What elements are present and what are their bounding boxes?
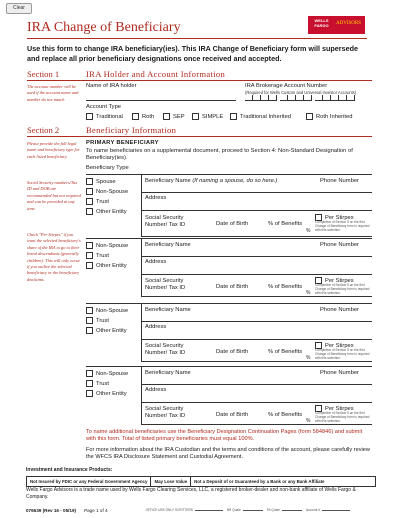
beneficiary-2-name-label: Beneficiary Name xyxy=(145,242,191,248)
roth-inherited-checkbox[interactable] xyxy=(306,113,313,120)
other-entity-checkbox[interactable] xyxy=(86,390,93,397)
notice-not-deposit: Not a Deposit of or Guaranteed by a Bank or any Bank Affiliate xyxy=(194,479,325,484)
beneficiary-4-dob-label: Date of Birth xyxy=(216,412,249,418)
beneficiary-block-4 xyxy=(86,366,372,424)
beneficiary-1-name-field[interactable] xyxy=(141,192,372,193)
beneficiary-4-ssn-label: Social Security Number/ Tax ID xyxy=(145,406,186,419)
beneficiary-1-trust[interactable]: Trust xyxy=(86,198,109,205)
account-type-label: Account Type xyxy=(86,104,122,110)
section1-side-note: The account number will be used if the account name and number do not match xyxy=(27,84,79,102)
br-field[interactable] xyxy=(243,510,263,511)
section2-title: Beneficiary Information xyxy=(86,125,177,135)
beneficiary-block-3 xyxy=(86,303,372,361)
beneficiary-1-other-entity[interactable]: Other Entity xyxy=(86,208,127,215)
fa-field[interactable] xyxy=(282,510,302,511)
traditional-inherited-checkbox[interactable] xyxy=(230,113,237,120)
beneficiary-3-ssn-label: Social Security Number/ Tax ID xyxy=(145,343,186,356)
beneficiary-3-per-stirpes[interactable]: Per Stirpes xyxy=(315,342,354,349)
beneficiary-1-ssn-field[interactable] xyxy=(141,236,372,237)
beneficiary-2-pct-label: % of Benefits xyxy=(268,284,303,290)
beneficiary-1-per-stirpes-note: Completion of Section 5 on the first Change of Beneficiary form is required with this selection. xyxy=(315,220,370,232)
primary-beneficiary-instructions: To name beneficiaries on a supplemental document, proceed to Section 4: Non-Standard Designation of Beneficiary(ies). xyxy=(86,148,353,161)
beneficiary-1-ssn-label: Social Security Number/ Tax ID xyxy=(145,215,186,228)
beneficiary-4-name-label: Beneficiary Name xyxy=(145,370,191,376)
beneficiary-1-dob-label: Date of Birth xyxy=(216,221,249,227)
beneficiary-1-pct-symbol: % xyxy=(306,228,311,234)
logo-advisors: ADVISORS xyxy=(336,21,362,26)
account-label: Account # xyxy=(305,508,321,512)
other-entity-checkbox[interactable] xyxy=(86,262,93,269)
beneficiary-4-address-field[interactable] xyxy=(141,402,372,403)
beneficiary-2-address-label: Address xyxy=(145,259,167,265)
beneficiary-3-address-field[interactable] xyxy=(141,339,372,340)
beneficiary-4-trust[interactable]: Trust xyxy=(86,380,109,387)
br-label: BR Quale xyxy=(226,508,241,512)
beneficiary-3-address-label: Address xyxy=(145,324,167,330)
beneficiary-2-per-stirpes-note: Completion of Section 5 on the first Change of Beneficiary form is required with this selection. xyxy=(315,283,370,295)
custodian-info-note: For more information about the IRA Custodian and the terms and conditions of the account, please carefully review the WFCS IRA Disclosure Statement and Custodial Agreement. xyxy=(86,447,370,460)
beneficiary-2-dob-label: Date of Birth xyxy=(216,284,249,290)
beneficiary-4-per-stirpes-note: Completion of Section 5 on the first Change of Beneficiary form is required with this selection. xyxy=(315,411,370,423)
beneficiary-4-name-field[interactable] xyxy=(141,384,372,385)
other-entity-checkbox[interactable] xyxy=(86,327,93,334)
intro-text: Use this form to change IRA beneficiary(ies). This IRA Change of Beneficiary form will supersede and replace all prior beneficiary designations once received and accepted. xyxy=(27,44,358,63)
beneficiary-2-non-spouse[interactable]: Non-Spouse xyxy=(86,242,128,249)
beneficiary-4-ssn-field[interactable] xyxy=(141,424,372,425)
beneficiary-block-2 xyxy=(86,238,372,296)
beneficiary-3-name-field[interactable] xyxy=(141,321,372,322)
beneficiary-2-address-field[interactable] xyxy=(141,274,372,275)
beneficiary-type-label: Beneficiary Type xyxy=(86,165,129,171)
account-field[interactable] xyxy=(322,510,350,511)
investment-products-heading: Investment and Insurance Products: xyxy=(26,467,113,473)
primary-beneficiary-heading: PRIMARY BENEFICIARY xyxy=(86,140,159,146)
section2-number: Section 2 xyxy=(27,125,60,135)
beneficiary-4-phone-label: Phone Number xyxy=(320,370,359,376)
beneficiary-1-address-field[interactable] xyxy=(141,210,372,211)
beneficiary-2-per-stirpes[interactable]: Per Stirpes xyxy=(315,277,354,284)
fa-label: FA Quale xyxy=(266,508,280,512)
non-spouse-checkbox[interactable] xyxy=(86,188,93,195)
office-use-label: OFFICE USE ONLY SCRITTERS xyxy=(145,508,193,512)
office-use-field[interactable] xyxy=(195,510,223,511)
simple-checkbox[interactable] xyxy=(192,113,199,120)
section2-side-note-ssn: Social Security numbers/Tax ID and DOB are recommended but not required and can be provided at any time. xyxy=(27,180,81,211)
account-type-traditional-inherited[interactable]: Traditional Inherited xyxy=(230,113,291,120)
account-type-roth[interactable]: Roth xyxy=(132,113,154,120)
beneficiary-4-address-label: Address xyxy=(145,387,167,393)
beneficiary-2-ssn-label: Social Security Number/ Tax ID xyxy=(145,278,186,291)
beneficiary-3-per-stirpes-note: Completion of Section 5 on the first Change of Beneficiary form is required with this selection. xyxy=(315,348,370,360)
account-type-simple[interactable]: SIMPLE xyxy=(192,113,223,120)
sep-checkbox[interactable] xyxy=(163,113,170,120)
trust-checkbox[interactable] xyxy=(86,380,93,387)
beneficiary-3-phone-label: Phone Number xyxy=(320,307,359,313)
trust-checkbox[interactable] xyxy=(86,198,93,205)
beneficiary-4-non-spouse[interactable]: Non-Spouse xyxy=(86,370,128,377)
traditional-checkbox[interactable] xyxy=(86,113,93,120)
beneficiary-1-phone-label: Phone Number xyxy=(320,178,359,184)
notice-may-lose-value: May Lose Value xyxy=(151,477,191,486)
notice-not-fdic: Not Insured by FDIC or any Federal Government Agency xyxy=(27,477,151,486)
ira-holder-name-label: Name of IRA holder xyxy=(86,83,137,89)
trust-checkbox[interactable] xyxy=(86,317,93,324)
trust-checkbox[interactable] xyxy=(86,252,93,259)
beneficiary-3-other-entity[interactable]: Other Entity xyxy=(86,327,127,334)
beneficiary-4-per-stirpes[interactable]: Per Stirpes xyxy=(315,405,354,412)
beneficiary-2-pct-symbol: % xyxy=(306,290,311,296)
beneficiary-1-non-spouse[interactable]: Non-Spouse xyxy=(86,188,128,195)
account-number-field[interactable] xyxy=(245,95,355,101)
beneficiary-4-pct-symbol: % xyxy=(306,418,311,424)
beneficiary-block-1 xyxy=(86,174,372,236)
beneficiary-4-pct-label: % of Benefits xyxy=(268,412,303,418)
section2-divider xyxy=(27,136,372,137)
page-title: IRA Change of Beneficiary xyxy=(27,20,181,35)
logo-wordmark: WELLS FARGO xyxy=(314,18,329,28)
beneficiary-1-address-label: Address xyxy=(145,195,167,201)
trade-name-disclosure: Wells Fargo Advisors is a trade name used by Wells Fargo Clearing Services, LLC, a registered broker-dealer and non-bank affiliate of Wells Fargo & Company. xyxy=(26,487,356,500)
account-type-sep[interactable]: SEP xyxy=(163,113,185,120)
non-spouse-checkbox[interactable] xyxy=(86,370,93,377)
section1-title: IRA Holder and Account Information xyxy=(86,69,226,79)
non-spouse-checkbox[interactable] xyxy=(86,242,93,249)
additional-beneficiaries-note: To name additional beneficiaries use the Beneficiary Designation Continuation Pages (form 584846) and submit with this form. Total of listed primary beneficiaries must equal 100%. xyxy=(86,429,363,442)
beneficiary-1-pct-label: % of Benefits xyxy=(268,221,303,227)
beneficiary-2-other-entity[interactable]: Other Entity xyxy=(86,262,127,269)
beneficiary-2-trust[interactable]: Trust xyxy=(86,252,109,259)
ira-holder-name-field[interactable] xyxy=(86,100,236,101)
beneficiary-2-phone-label: Phone Number xyxy=(320,242,359,248)
account-type-traditional[interactable]: Traditional xyxy=(86,113,123,120)
account-type-roth-inherited[interactable]: Roth Inherited xyxy=(306,113,352,120)
beneficiary-1-name-label: Beneficiary Name (If naming a spouse, do so here.) xyxy=(145,178,278,184)
other-entity-checkbox[interactable] xyxy=(86,208,93,215)
page-number: Page 1 of 4 xyxy=(84,507,108,513)
beneficiary-3-trust[interactable]: Trust xyxy=(86,317,109,324)
account-number-hint: (Required for Wells Custom and Universal Investor Accounts) xyxy=(245,90,357,95)
wells-fargo-logo xyxy=(308,16,365,34)
beneficiary-3-non-spouse[interactable]: Non-Spouse xyxy=(86,307,128,314)
clear-button[interactable]: Clear xyxy=(6,3,32,14)
beneficiary-4-other-entity[interactable]: Other Entity xyxy=(86,390,127,397)
beneficiary-3-name-label: Beneficiary Name xyxy=(145,307,191,313)
form-id: 076639 (Rev 16 - 05/19) xyxy=(26,507,77,513)
section2-side-note-names: Please provide the full legal name and beneficiary type for each listed beneficiary. xyxy=(27,141,80,159)
beneficiary-3-pct-symbol: % xyxy=(306,355,311,361)
beneficiary-1-per-stirpes[interactable]: Per Stirpes xyxy=(315,214,354,221)
section1-number: Section 1 xyxy=(27,69,60,79)
beneficiary-2-ssn-field[interactable] xyxy=(141,296,372,297)
non-spouse-checkbox[interactable] xyxy=(86,307,93,314)
beneficiary-3-pct-label: % of Benefits xyxy=(268,349,303,355)
beneficiary-2-name-field[interactable] xyxy=(141,256,372,257)
investment-notice-bar xyxy=(26,476,376,487)
section1-divider xyxy=(27,80,372,81)
beneficiary-3-dob-label: Date of Birth xyxy=(216,349,249,355)
account-number-label: IRA Brokerage Account Number xyxy=(245,83,328,89)
spouse-checkbox[interactable] xyxy=(86,178,93,185)
title-divider xyxy=(27,38,367,39)
roth-checkbox[interactable] xyxy=(132,113,139,120)
beneficiary-3-ssn-field[interactable] xyxy=(141,361,372,362)
beneficiary-1-spouse[interactable]: Spouse xyxy=(86,178,116,185)
section2-side-note-per-stirpes: Check "Per Stirpes" if you want the selected beneficiary's share of the IRA to go to their lineal descendants (generally children). This will only occur if you outlive the selected beneficiary or the beneficiary disclaims. xyxy=(27,232,81,282)
form-footer xyxy=(26,506,374,514)
